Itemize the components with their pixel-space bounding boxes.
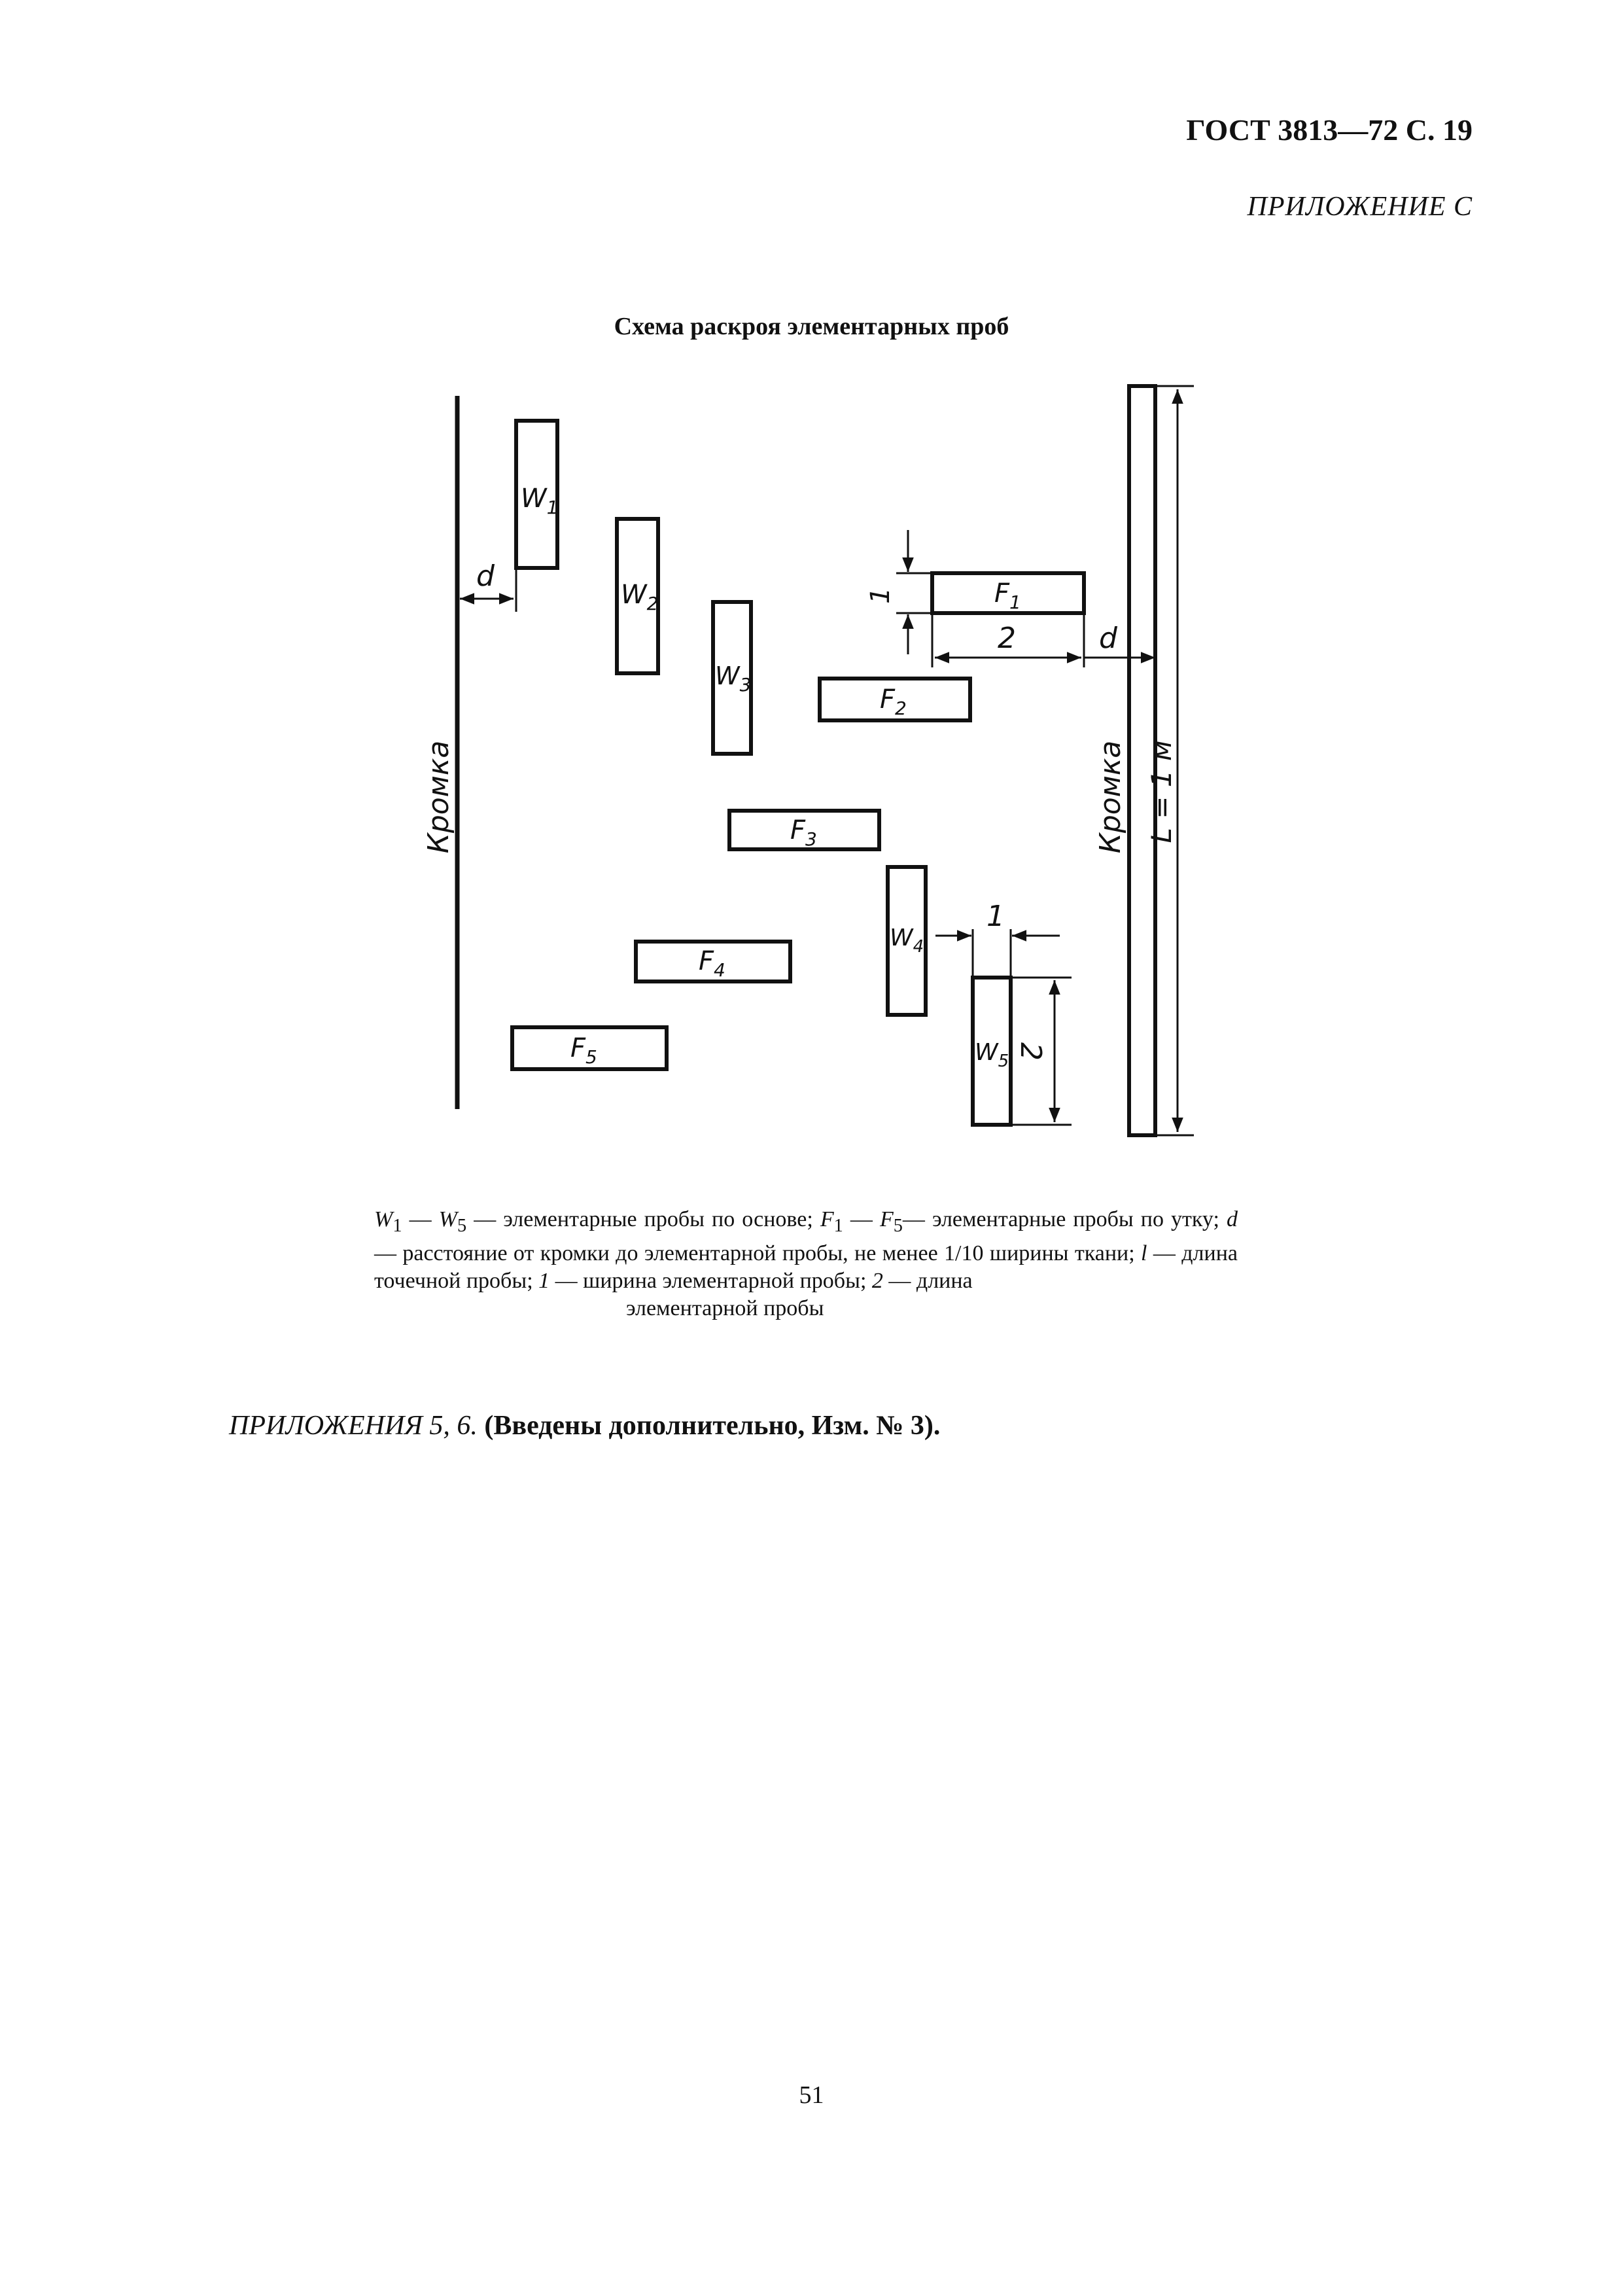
length-label: L = 1 м	[1145, 740, 1178, 843]
caption-f-last: F	[879, 1207, 894, 1231]
caption-w-description: — элементарные пробы по основе;	[466, 1207, 820, 1231]
sample-f5-label: $F_5$	[570, 1033, 597, 1068]
w5-width-label: 1	[986, 900, 1005, 933]
sample-f4-label: $F_4$	[699, 946, 725, 981]
sample-w5-label: $W_5$	[975, 1039, 1009, 1071]
caption-d-description: — расстояние от кромки до элементарной пробы, не менее 1/10 ширины ткани;	[374, 1241, 1142, 1265]
caption-d-symbol: d	[1227, 1207, 1238, 1231]
figure-title: Схема раскроя элементарных проб	[614, 313, 1009, 340]
caption-f-first-sub: 1	[833, 1215, 843, 1236]
caption-two-symbol: 2	[871, 1268, 883, 1293]
f1-length-label: 2	[998, 622, 1016, 655]
caption-last-line: элементарной пробы	[626, 1296, 824, 1320]
caption-w-last: W	[438, 1207, 457, 1231]
sample-w4-label: $W_4$	[890, 925, 924, 957]
caption-l-symbol: l	[1141, 1241, 1147, 1265]
d-left-label: d	[476, 559, 495, 593]
caption-f-description: — элементарные пробы по утку;	[902, 1207, 1227, 1231]
sample-f3-label: $F_3$	[790, 815, 817, 850]
sample-w3-label: $W_3$	[715, 662, 752, 696]
caption-f-first: F	[820, 1207, 834, 1231]
sample-w2-label: $W_2$	[621, 580, 659, 614]
appendix-note	[229, 1410, 940, 1441]
page-number: 51	[799, 2081, 824, 2109]
caption-two-description: — длина	[882, 1268, 973, 1293]
left-edge-label: Кромка	[422, 740, 455, 854]
sample-w1-label: $W_1$	[521, 484, 559, 518]
caption-dash-1: —	[402, 1207, 439, 1231]
caption-one-symbol: 1	[538, 1268, 550, 1293]
f1-width-label: 1	[865, 587, 896, 604]
caption-f-last-sub: 5	[893, 1215, 903, 1236]
caption-w-first: W	[374, 1207, 393, 1231]
w5-length-label: 2	[1014, 1042, 1047, 1061]
appendix-note-text: (Введены дополнительно, Изм. № 3).	[484, 1411, 941, 1441]
caption-w-first-sub: 1	[393, 1215, 402, 1236]
caption-l-description: — длина точечной пробы;	[374, 1241, 1238, 1293]
caption-dash-2: —	[843, 1207, 880, 1231]
standard-header: ГОСТ 3813—72 С. 19	[1186, 113, 1473, 147]
right-edge-label: Кромка	[1094, 740, 1127, 854]
figure-caption	[374, 1206, 1238, 1322]
caption-one-description: — ширина элементарной пробы;	[550, 1268, 872, 1293]
caption-w-last-sub: 5	[457, 1215, 467, 1236]
sample-f2-label: $F_2$	[880, 684, 907, 719]
sample-f1-label: $F_1$	[994, 578, 1021, 613]
appendix-heading: ПРИЛОЖЕНИЕ С	[1247, 192, 1473, 222]
d-right-label: d	[1099, 622, 1117, 655]
appendix-note-label: ПРИЛОЖЕНИЯ 5, 6.	[229, 1411, 478, 1441]
